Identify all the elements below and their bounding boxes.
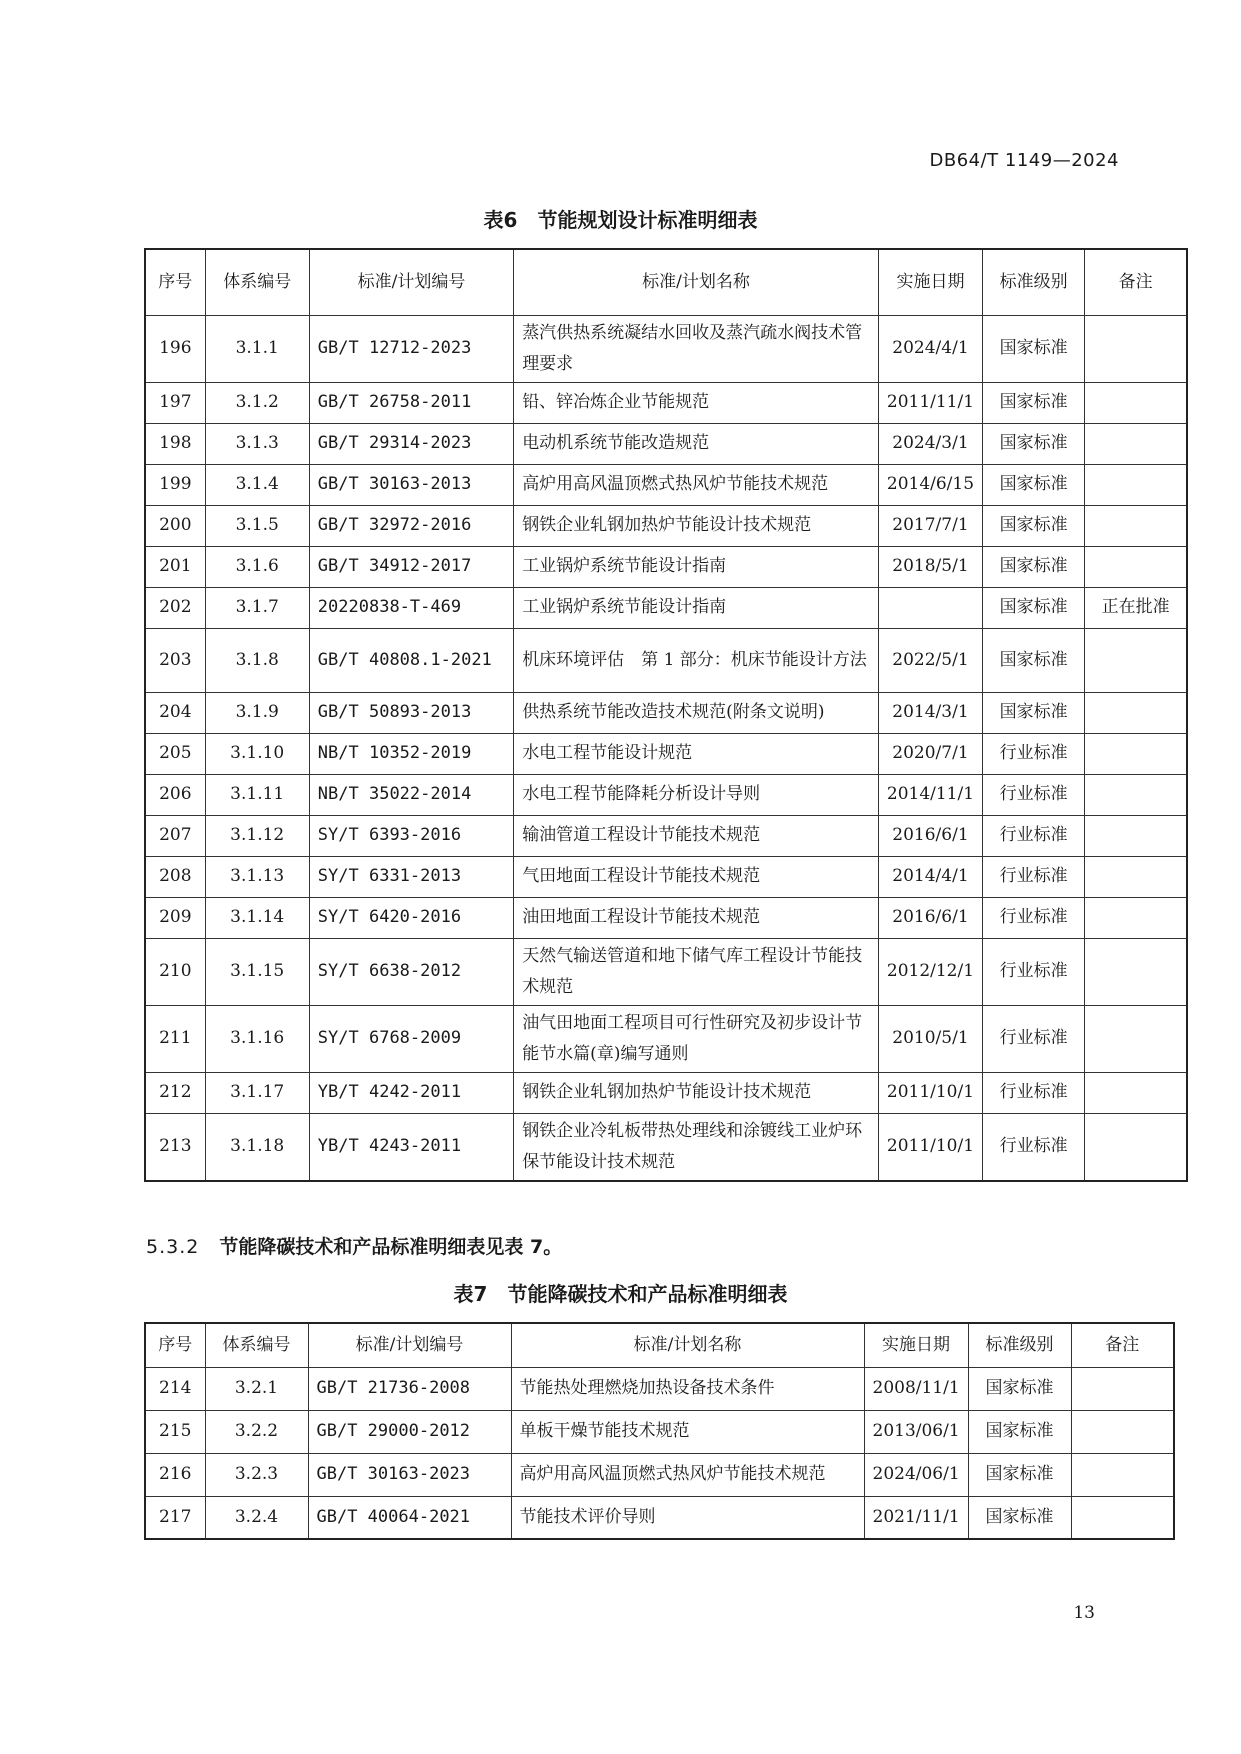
cell-remark — [1085, 815, 1187, 856]
cell-standard-level: 国家标准 — [983, 692, 1085, 733]
cell-standard-code: GB/T 50893-2013 — [309, 692, 513, 733]
cell-serial-number: 212 — [145, 1072, 205, 1113]
cell-system-number: 3.2.4 — [205, 1496, 308, 1539]
section-text: 节能降碳技术和产品标准明细表见表 7。 — [219, 1236, 563, 1258]
cell-standard-name: 油气田地面工程项目可行性研究及初步设计节能节水篇(章)编写通则 — [514, 1005, 879, 1072]
cell-standard-code: YB/T 4243-2011 — [309, 1113, 513, 1181]
table-row — [145, 382, 1187, 423]
cell-standard-code: GB/T 32972-2016 — [309, 505, 513, 546]
table7-title: 表7 节能降碳技术和产品标准明细表 — [453, 1282, 788, 1306]
cell-system-number: 3.1.5 — [205, 505, 309, 546]
cell-standard-code: YB/T 4242-2011 — [309, 1072, 513, 1113]
cell-standard-level: 行业标准 — [983, 733, 1085, 774]
cell-standard-name: 节能热处理燃烧加热设备技术条件 — [511, 1367, 864, 1410]
cell-standard-level: 国家标准 — [968, 1496, 1071, 1539]
cell-system-number: 3.1.18 — [205, 1113, 309, 1181]
cell-effective-date: 2008/11/1 — [864, 1367, 968, 1410]
cell-standard-code: NB/T 35022-2014 — [309, 774, 513, 815]
cell-effective-date: 2013/06/1 — [864, 1410, 968, 1453]
column-header: 标准级别 — [983, 249, 1085, 315]
cell-standard-name: 油田地面工程设计节能技术规范 — [514, 897, 879, 938]
cell-standard-name: 高炉用高风温顶燃式热风炉节能技术规范 — [514, 464, 879, 505]
table-row — [145, 938, 1187, 1005]
cell-serial-number: 210 — [145, 938, 205, 1005]
column-header: 实施日期 — [878, 249, 982, 315]
cell-system-number: 3.1.17 — [205, 1072, 309, 1113]
cell-remark — [1085, 315, 1187, 382]
cell-serial-number: 202 — [145, 587, 205, 628]
cell-effective-date — [878, 587, 982, 628]
cell-serial-number: 203 — [145, 628, 205, 692]
cell-standard-code: SY/T 6638-2012 — [309, 938, 513, 1005]
cell-standard-level: 国家标准 — [983, 587, 1085, 628]
cell-serial-number: 213 — [145, 1113, 205, 1181]
cell-remark — [1071, 1453, 1174, 1496]
cell-effective-date: 2024/06/1 — [864, 1453, 968, 1496]
cell-standard-level: 国家标准 — [983, 382, 1085, 423]
table-row — [145, 1072, 1187, 1113]
table-row — [145, 1453, 1174, 1496]
cell-remark — [1071, 1410, 1174, 1453]
cell-standard-name: 输油管道工程设计节能技术规范 — [514, 815, 879, 856]
table-row — [145, 1496, 1174, 1539]
cell-standard-level: 国家标准 — [983, 628, 1085, 692]
cell-remark — [1085, 464, 1187, 505]
cell-remark — [1085, 423, 1187, 464]
table-row — [145, 733, 1187, 774]
column-header: 体系编号 — [205, 1323, 308, 1367]
cell-serial-number: 200 — [145, 505, 205, 546]
cell-remark — [1085, 1005, 1187, 1072]
cell-remark — [1085, 1113, 1187, 1181]
cell-standard-name: 高炉用高风温顶燃式热风炉节能技术规范 — [511, 1453, 864, 1496]
cell-remark — [1085, 692, 1187, 733]
cell-system-number: 3.2.2 — [205, 1410, 308, 1453]
table-row — [145, 315, 1187, 382]
cell-standard-code: SY/T 6393-2016 — [309, 815, 513, 856]
cell-standard-code: GB/T 40808.1-2021 — [309, 628, 513, 692]
cell-serial-number: 204 — [145, 692, 205, 733]
cell-standard-name: 水电工程节能设计规范 — [514, 733, 879, 774]
cell-standard-code: SY/T 6420-2016 — [309, 897, 513, 938]
cell-system-number: 3.2.1 — [205, 1367, 308, 1410]
cell-standard-code: SY/T 6331-2013 — [309, 856, 513, 897]
cell-effective-date: 2024/4/1 — [878, 315, 982, 382]
table-row — [145, 1005, 1187, 1072]
cell-serial-number: 216 — [145, 1453, 205, 1496]
cell-remark — [1085, 938, 1187, 1005]
cell-standard-code: GB/T 30163-2013 — [309, 464, 513, 505]
table-row — [145, 897, 1187, 938]
cell-remark — [1085, 628, 1187, 692]
cell-effective-date: 2017/7/1 — [878, 505, 982, 546]
table-row — [145, 546, 1187, 587]
cell-remark — [1085, 546, 1187, 587]
cell-standard-code: GB/T 40064-2021 — [308, 1496, 511, 1539]
cell-standard-name: 机床环境评估 第 1 部分：机床节能设计方法 — [514, 628, 879, 692]
cell-standard-level: 国家标准 — [983, 315, 1085, 382]
cell-standard-code: GB/T 29314-2023 — [309, 423, 513, 464]
cell-standard-code: GB/T 30163-2023 — [308, 1453, 511, 1496]
table7 — [144, 1322, 1175, 1540]
column-header: 实施日期 — [864, 1323, 968, 1367]
cell-system-number: 3.1.15 — [205, 938, 309, 1005]
table-row — [145, 856, 1187, 897]
cell-standard-level: 行业标准 — [983, 1005, 1085, 1072]
cell-effective-date: 2014/11/1 — [878, 774, 982, 815]
cell-serial-number: 209 — [145, 897, 205, 938]
cell-remark — [1085, 897, 1187, 938]
cell-remark — [1085, 382, 1187, 423]
cell-standard-code: GB/T 12712-2023 — [309, 315, 513, 382]
cell-serial-number: 206 — [145, 774, 205, 815]
cell-standard-name: 供热系统节能改造技术规范(附条文说明) — [514, 692, 879, 733]
cell-standard-level: 国家标准 — [983, 464, 1085, 505]
cell-standard-code: 20220838-T-469 — [309, 587, 513, 628]
cell-system-number: 3.1.2 — [205, 382, 309, 423]
cell-standard-name: 节能技术评价导则 — [511, 1496, 864, 1539]
cell-standard-level: 行业标准 — [983, 897, 1085, 938]
table-row — [145, 1113, 1187, 1181]
cell-serial-number: 217 — [145, 1496, 205, 1539]
cell-standard-code: GB/T 21736-2008 — [308, 1367, 511, 1410]
column-header: 备注 — [1085, 249, 1187, 315]
cell-standard-name: 气田地面工程设计节能技术规范 — [514, 856, 879, 897]
column-header: 标准/计划编号 — [309, 249, 513, 315]
cell-system-number: 3.1.4 — [205, 464, 309, 505]
cell-standard-code: GB/T 29000-2012 — [308, 1410, 511, 1453]
cell-standard-level: 国家标准 — [983, 546, 1085, 587]
cell-standard-level: 国家标准 — [968, 1367, 1071, 1410]
cell-effective-date: 2014/4/1 — [878, 856, 982, 897]
cell-standard-name: 单板干燥节能技术规范 — [511, 1410, 864, 1453]
cell-standard-level: 行业标准 — [983, 856, 1085, 897]
cell-effective-date: 2011/10/1 — [878, 1072, 982, 1113]
cell-standard-name: 钢铁企业冷轧板带热处理线和涂镀线工业炉环保节能设计技术规范 — [514, 1113, 879, 1181]
cell-remark — [1085, 1072, 1187, 1113]
cell-standard-code: SY/T 6768-2009 — [309, 1005, 513, 1072]
page-number: 13 — [1073, 1603, 1095, 1623]
cell-standard-level: 行业标准 — [983, 815, 1085, 856]
cell-standard-code: GB/T 34912-2017 — [309, 546, 513, 587]
cell-standard-name: 钢铁企业轧钢加热炉节能设计技术规范 — [514, 1072, 879, 1113]
cell-serial-number: 199 — [145, 464, 205, 505]
cell-serial-number: 205 — [145, 733, 205, 774]
cell-system-number: 3.1.11 — [205, 774, 309, 815]
cell-effective-date: 2014/6/15 — [878, 464, 982, 505]
table-row — [145, 692, 1187, 733]
cell-standard-name: 电动机系统节能改造规范 — [514, 423, 879, 464]
cell-standard-code: NB/T 10352-2019 — [309, 733, 513, 774]
cell-serial-number: 211 — [145, 1005, 205, 1072]
table-row — [145, 628, 1187, 692]
cell-standard-level: 国家标准 — [968, 1410, 1071, 1453]
cell-effective-date: 2016/6/1 — [878, 897, 982, 938]
cell-serial-number: 214 — [145, 1367, 205, 1410]
cell-standard-level: 行业标准 — [983, 774, 1085, 815]
cell-system-number: 3.1.7 — [205, 587, 309, 628]
cell-system-number: 3.1.9 — [205, 692, 309, 733]
cell-remark — [1085, 733, 1187, 774]
document-code: DB64/T 1149—2024 — [929, 150, 1119, 171]
cell-system-number: 3.1.1 — [205, 315, 309, 382]
table-row — [145, 815, 1187, 856]
cell-standard-level: 行业标准 — [983, 938, 1085, 1005]
column-header: 体系编号 — [205, 249, 309, 315]
cell-effective-date: 2012/12/1 — [878, 938, 982, 1005]
cell-system-number: 3.1.14 — [205, 897, 309, 938]
table-row — [145, 464, 1187, 505]
cell-system-number: 3.1.3 — [205, 423, 309, 464]
section-5-3-2-heading — [146, 1232, 562, 1259]
cell-standard-name: 工业锅炉系统节能设计指南 — [514, 546, 879, 587]
table-row — [145, 505, 1187, 546]
cell-standard-name: 天然气输送管道和地下储气库工程设计节能技术规范 — [514, 938, 879, 1005]
cell-remark — [1085, 505, 1187, 546]
table6-title: 表6 节能规划设计标准明细表 — [483, 208, 758, 232]
cell-serial-number: 207 — [145, 815, 205, 856]
table6 — [144, 248, 1188, 1182]
cell-system-number: 3.1.12 — [205, 815, 309, 856]
table-row — [145, 1367, 1174, 1410]
cell-standard-level: 行业标准 — [983, 1113, 1085, 1181]
column-header: 标准/计划名称 — [511, 1323, 864, 1367]
cell-remark — [1085, 856, 1187, 897]
cell-effective-date: 2016/6/1 — [878, 815, 982, 856]
cell-serial-number: 201 — [145, 546, 205, 587]
cell-effective-date: 2010/5/1 — [878, 1005, 982, 1072]
cell-serial-number: 208 — [145, 856, 205, 897]
cell-remark: 正在批准 — [1085, 587, 1187, 628]
section-number: 5.3.2 — [146, 1236, 200, 1258]
cell-standard-name: 工业锅炉系统节能设计指南 — [514, 587, 879, 628]
column-header: 序号 — [145, 1323, 205, 1367]
cell-standard-level: 国家标准 — [968, 1453, 1071, 1496]
cell-remark — [1071, 1496, 1174, 1539]
cell-standard-level: 行业标准 — [983, 1072, 1085, 1113]
cell-effective-date: 2024/3/1 — [878, 423, 982, 464]
cell-system-number: 3.1.13 — [205, 856, 309, 897]
cell-system-number: 3.1.10 — [205, 733, 309, 774]
table-row — [145, 1410, 1174, 1453]
cell-effective-date: 2018/5/1 — [878, 546, 982, 587]
cell-serial-number: 196 — [145, 315, 205, 382]
cell-effective-date: 2011/10/1 — [878, 1113, 982, 1181]
cell-standard-level: 国家标准 — [983, 423, 1085, 464]
cell-system-number: 3.1.8 — [205, 628, 309, 692]
cell-remark — [1085, 774, 1187, 815]
cell-standard-name: 铅、锌冶炼企业节能规范 — [514, 382, 879, 423]
cell-effective-date: 2014/3/1 — [878, 692, 982, 733]
cell-effective-date: 2020/7/1 — [878, 733, 982, 774]
table-row — [145, 774, 1187, 815]
column-header: 标准/计划编号 — [308, 1323, 511, 1367]
cell-standard-name: 水电工程节能降耗分析设计导则 — [514, 774, 879, 815]
column-header: 序号 — [145, 249, 205, 315]
cell-system-number: 3.2.3 — [205, 1453, 308, 1496]
cell-serial-number: 197 — [145, 382, 205, 423]
cell-remark — [1071, 1367, 1174, 1410]
cell-standard-code: GB/T 26758-2011 — [309, 382, 513, 423]
cell-system-number: 3.1.6 — [205, 546, 309, 587]
cell-effective-date: 2022/5/1 — [878, 628, 982, 692]
table-row — [145, 587, 1187, 628]
cell-standard-name: 钢铁企业轧钢加热炉节能设计技术规范 — [514, 505, 879, 546]
cell-effective-date: 2011/11/1 — [878, 382, 982, 423]
column-header: 标准级别 — [968, 1323, 1071, 1367]
cell-standard-level: 国家标准 — [983, 505, 1085, 546]
cell-serial-number: 215 — [145, 1410, 205, 1453]
cell-serial-number: 198 — [145, 423, 205, 464]
cell-standard-name: 蒸汽供热系统凝结水回收及蒸汽疏水阀技术管理要求 — [514, 315, 879, 382]
cell-effective-date: 2021/11/1 — [864, 1496, 968, 1539]
cell-system-number: 3.1.16 — [205, 1005, 309, 1072]
column-header: 标准/计划名称 — [514, 249, 879, 315]
table-row — [145, 423, 1187, 464]
column-header: 备注 — [1071, 1323, 1174, 1367]
